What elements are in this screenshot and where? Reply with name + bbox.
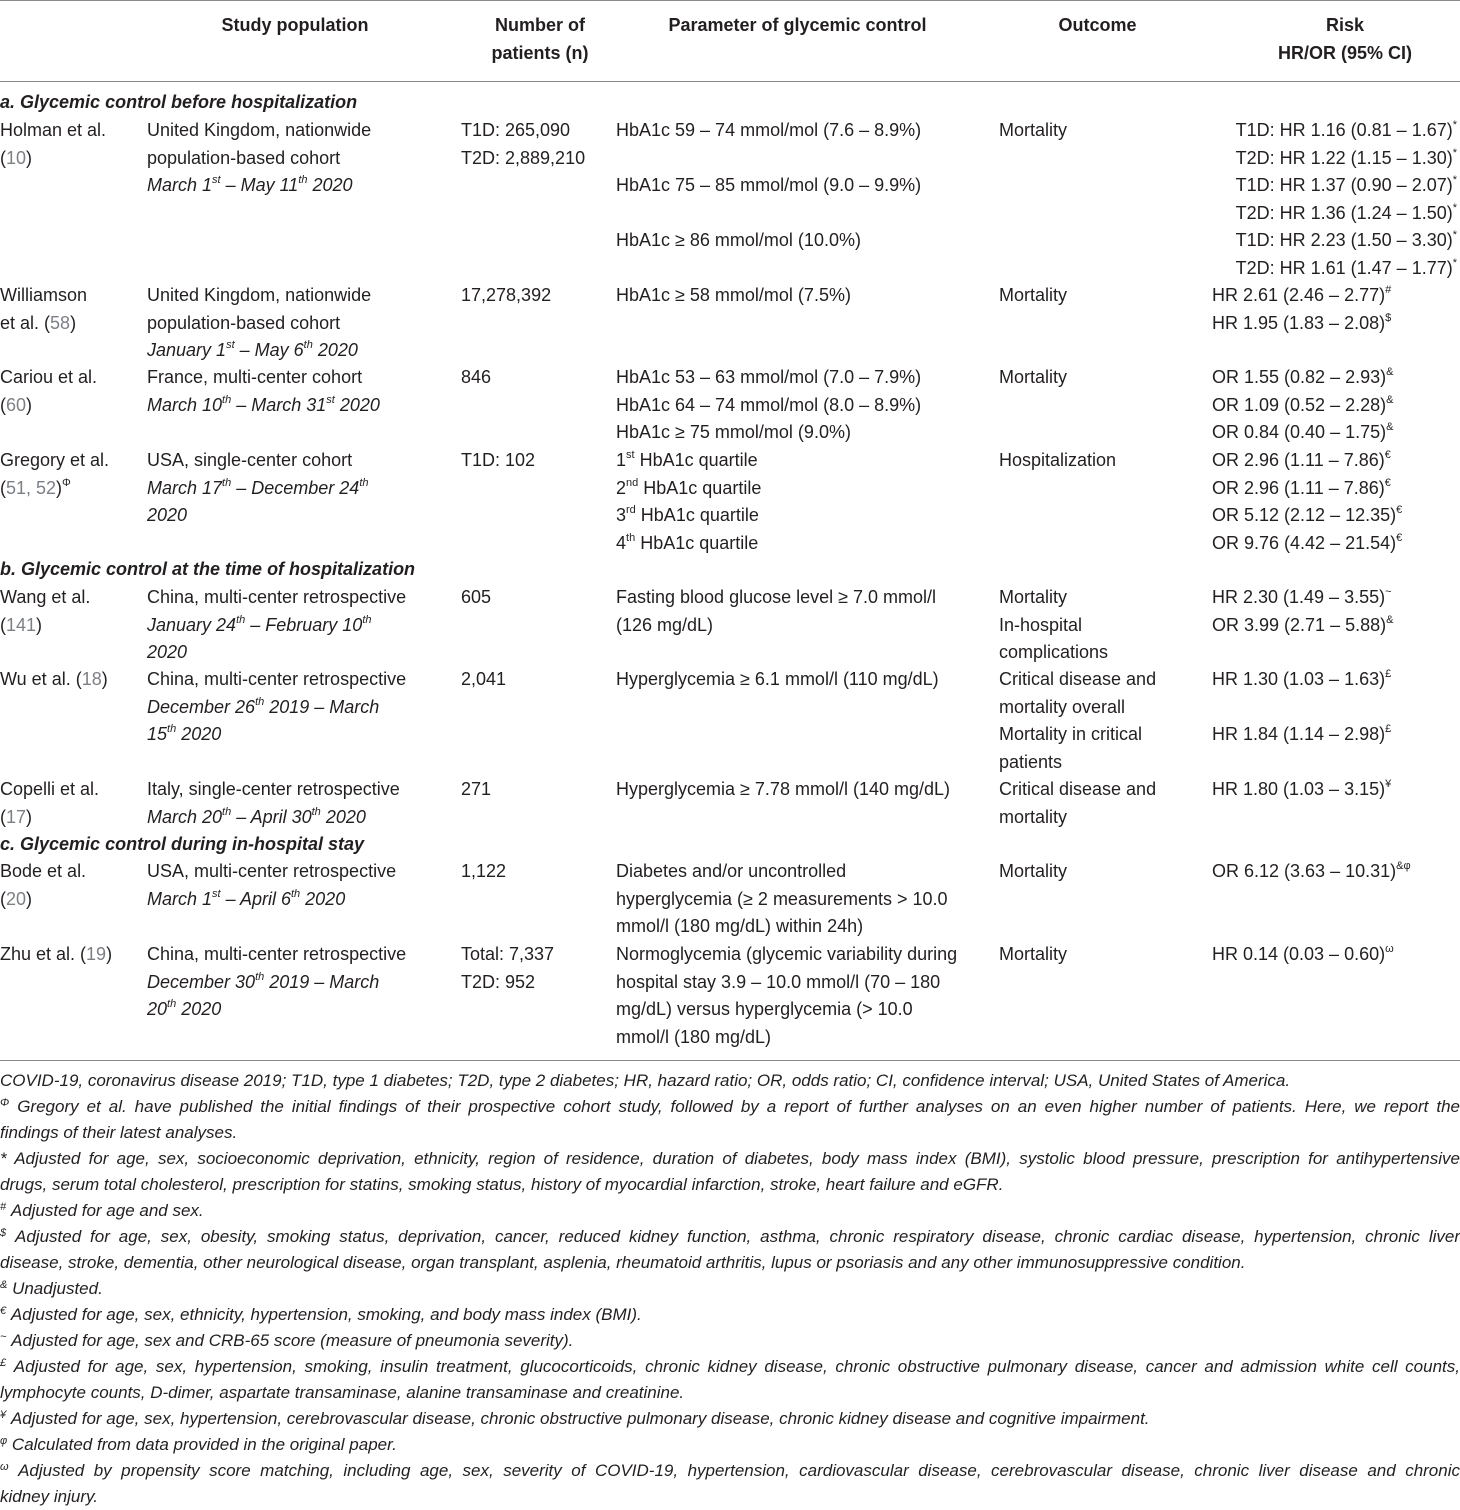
row-zhu-author: Zhu et al. (19)	[0, 944, 113, 964]
ref-link[interactable]: 20	[6, 888, 27, 909]
footnote-omega: $^\omega$ Adjusted by propensity score matching, including age, sex, severity of COVID-19, hypertension, cardiovascular disease, cerebrovascular disease, chronic liver disease and chronic	[0, 1461, 1460, 1480]
row-cariou-author: Cariou et al. (60)	[0, 367, 98, 415]
row-bode-patients: 1,122	[461, 861, 507, 881]
row-wang-outcomes: Mortality In-hospital complications	[999, 587, 1109, 662]
footnote-dollar: $ Adjusted for age, sex, obesity, smoking status, deprivation, cancer, reduced kidney function, asthma, chronic respiratory disease, chronic cardiac disease, hypertension, chronic liver	[0, 1227, 1460, 1246]
footnote-yen: ¥ Adjusted for age, sex, hypertension, cerebrovascular disease, chronic obstructive pulmonary disease, chronic kidney disease and cognitive impairment.	[0, 1409, 1150, 1428]
section-a-title: a. Glycemic control before hospitalization	[0, 92, 358, 112]
footnotes: COVID-19, coronavirus disease 2019; T1D, type 1 diabetes; T2D, type 2 diabetes; HR, hazard ratio; OR, odds ratio; CI, confidence interval; USA, United States of America. $^\Phi$ Gregory et al. have published the initial findings of their prospective cohort study, followed by a report of further analyses on an even higher number of patients. Here, we report the findings of their latest analyses. * Adjusted for age, sex, socioeconomic deprivation, ethnicity, region of residence, duration of diabetes, body mass index (BMI), systolic blood pressure, prescription for antihypertensive drugs, serum total cholesterol, prescription for statins, smoking status, history of myocardial infarction, stroke, heart failure and eGFR. # Adjusted for age and sex. $ Adjusted for age, sex, obesity, smoking status, deprivation, cancer, reduced kidney function, asthma, chronic respiratory disease, chronic cardiac disease, hypertension, chronic liver disease, stroke, dementia, other neurological disease, organ transplant, asplenia, rheumatoid arthritis, lupus or psoriasis and any other immunosuppressive condition. & Unadjusted. € Adjusted for age, sex, ethnicity, hypertension, smoking, and body mass index (BMI). ~ Adjusted for age, sex and CRB-65 score (measure of pneumonia severity). £ Adjusted for age, sex, hypertension, smoking, insulin treatment, glucocorticoids, chronic kidney disease, chronic obstructive pulmonary disease, cancer and admission white cell counts, lymphocyte counts, D-dimer, aspartate transaminase, alanine transaminase and creatinine. ¥ Adjusted for age, sex, hypertension, cerebrovascular disease, chronic obstructive pulmonary disease, chronic kidney disease and cognitive impairment. $^\varphi$ Calculated from data provided in the original paper. $^\omega$ Adjusted by propensity score matching, including age, sex, severity of COVID-19, hypertension, cardiovascular disease, cerebrovascular disease, chronic liver disease and chronic kidney injury.	[0, 1068, 1460, 1510]
row-wang-risks: HR 2.30 (1.49 – 3.55)~ OR 3.99 (2.71 – 5.88)&	[1212, 586, 1394, 635]
row-zhu-risk: HR 0.14 (0.03 – 0.60)$^\omega$	[1212, 943, 1394, 964]
row-williamson-outcome: Mortality	[999, 285, 1068, 305]
ref-link[interactable]: 18	[81, 669, 102, 689]
row-bode-params: Diabetes and/or uncontrolled hyperglycemia (≥ 2 measurements > 10.0 mmol/l (180 mg/dL) within 24h)	[616, 861, 948, 936]
ref-link[interactable]: 141	[6, 614, 37, 635]
row-wang-author: Wang et al. (141)	[0, 587, 91, 635]
row-copelli-author: Copelli et al. (17)	[0, 779, 100, 827]
row-gregory-risks: OR 2.96 (1.11 – 7.86)€ OR 2.96 (1.11 – 7.86)€ OR 5.12 (2.12 – 12.35)€ OR 9.76 (4.42 – 21.54)€	[1212, 449, 1403, 553]
footnote-star: * Adjusted for age, sex, socioeconomic deprivation, ethnicity, region of residence, duration of diabetes, body mass index (BMI), systolic blood pressure, prescription for antihypertensive	[0, 1149, 1460, 1168]
row-wu-population: China, multi-center retrospective December 26th 2019 – March 15th 2020	[147, 669, 407, 744]
top-rule	[0, 0, 1460, 1]
bottom-rule	[0, 1060, 1460, 1061]
ref-link[interactable]: 17	[6, 806, 27, 827]
row-williamson-population: United Kingdom, nationwide population-based cohort January 1st – May 6th 2020	[147, 285, 372, 360]
row-gregory-outcome: Hospitalization	[999, 450, 1117, 470]
row-williamson-patients: 17,278,392	[461, 285, 552, 305]
footnote-amp: & Unadjusted.	[0, 1279, 103, 1298]
footnote-tilde: ~ Adjusted for age, sex and CRB-65 score (measure of pneumonia severity).	[0, 1331, 574, 1350]
footnote-pound: £ Adjusted for age, sex, hypertension, smoking, insulin treatment, glucocorticoids, chronic kidney disease, chronic obstructive pulmonary disease, cancer and admission white cell counts,	[0, 1357, 1460, 1376]
row-holman-author: Holman et al. (10)	[0, 120, 107, 168]
row-gregory-patients: T1D: 102	[461, 450, 536, 470]
row-gregory-author: Gregory et al. (51, 52)$^\Phi$	[0, 450, 110, 498]
header-number-of-patients: Number of patients (n)	[491, 15, 589, 63]
row-wang-population: China, multi-center retrospective January 24th – February 10th 2020	[147, 587, 407, 662]
row-holman-outcome: Mortality	[999, 120, 1068, 140]
row-wu-author: Wu et al. (18)	[0, 669, 108, 689]
ref-link[interactable]: 51, 52	[6, 477, 57, 498]
row-cariou-patients: 846	[461, 367, 492, 387]
footnote-euro: € Adjusted for age, sex, ethnicity, hypertension, smoking, and body mass index (BMI).	[0, 1305, 642, 1324]
row-bode-risk: OR 6.12 (3.63 – 10.31)$^{\&\varphi}$	[1212, 860, 1411, 881]
row-cariou-population: France, multi-center cohort March 10th – March 31st 2020	[147, 367, 380, 415]
row-cariou-outcome: Mortality	[999, 367, 1068, 387]
row-bode-author: Bode et al. (20)	[0, 861, 87, 909]
row-copelli-patients: 271	[461, 779, 492, 799]
row-williamson-risks: HR 2.61 (2.46 – 2.77)# HR 1.95 (1.83 – 2.08)$	[1212, 284, 1392, 333]
header-rule	[0, 81, 1460, 82]
header-parameter: Parameter of glycemic control	[668, 15, 927, 35]
row-zhu-params: Normoglycemia (glycemic variability during hospital stay 3.9 – 10.0 mmol/l (70 – 180 mg/dL) versus hyperglycemia (> 10.0 mmol/l (180 mg/dL)	[616, 944, 958, 1047]
footnote-hash: # Adjusted for age and sex.	[0, 1201, 204, 1220]
row-wu-param: Hyperglycemia ≥ 6.1 mmol/l (110 mg/dL)	[616, 669, 939, 689]
row-cariou-risks: OR 1.55 (0.82 – 2.93)& OR 1.09 (0.52 – 2.28)& OR 0.84 (0.40 – 1.75)&	[1212, 366, 1394, 442]
header-study-population: Study population	[221, 15, 369, 35]
row-copelli-risk: HR 1.80 (1.03 – 3.15)¥	[1212, 778, 1392, 799]
row-gregory-population: USA, single-center cohort March 17th – December 24th 2020	[147, 450, 369, 525]
row-holman-population: United Kingdom, nationwide population-based cohort March 1st – May 11th 2020	[147, 120, 372, 195]
row-wang-params: Fasting blood glucose level ≥ 7.0 mmol/l (126 mg/dL)	[616, 587, 937, 635]
header-outcome: Outcome	[1058, 15, 1137, 35]
row-williamson-author: Williamson et al. (58)	[0, 285, 88, 333]
row-zhu-outcome: Mortality	[999, 944, 1068, 964]
row-wang-patients: 605	[461, 587, 492, 607]
row-wu-patients: 2,041	[461, 669, 507, 689]
footnote-abbreviations: COVID-19, coronavirus disease 2019; T1D, type 1 diabetes; T2D, type 2 diabetes; HR, hazard ratio; OR, odds ratio; CI, confidence interval; USA, United States of America.	[0, 1071, 1291, 1090]
row-wu-outcomes: Critical disease and mortality overall Mortality in critical patients	[999, 669, 1157, 772]
row-gregory-params: 1st HbA1c quartile 2nd HbA1c quartile 3rd HbA1c quartile 4th HbA1c quartile	[616, 449, 762, 553]
row-wu-risk-1: HR 1.30 (1.03 – 1.63)£	[1212, 668, 1392, 689]
row-zhu-patients: Total: 7,337 T2D: 952	[461, 944, 555, 992]
row-bode-outcome: Mortality	[999, 861, 1068, 881]
footnote-phi: $^\Phi$ Gregory et al. have published the initial findings of their prospective cohort study, followed by a report of further analyses on an even higher number of patients. Here, we report the	[0, 1097, 1460, 1116]
ref-link[interactable]: 60	[6, 394, 27, 415]
row-cariou-params: HbA1c 53 – 63 mmol/mol (7.0 – 7.9%) HbA1c 64 – 74 mmol/mol (8.0 – 8.9%) HbA1c ≥ 75 mmol/mol (9.0%)	[616, 367, 922, 442]
row-copelli-param: Hyperglycemia ≥ 7.78 mmol/l (140 mg/dL)	[616, 779, 951, 799]
row-williamson-param: HbA1c ≥ 58 mmol/mol (7.5%)	[616, 285, 851, 305]
ref-link[interactable]: 58	[50, 312, 71, 333]
row-holman-patients: T1D: 265,090 T2D: 2,889,210	[461, 120, 586, 168]
row-copelli-outcomes: Critical disease and mortality	[999, 779, 1157, 827]
row-holman-param-1: HbA1c 59 – 74 mmol/mol (7.6 – 8.9%)	[616, 120, 922, 140]
ref-link[interactable]: 19	[86, 944, 107, 964]
row-holman-risks: T1D: HR 1.16 (0.81 – 1.67)* T2D: HR 1.22 (1.15 – 1.30)* T1D: HR 1.37 (0.90 – 2.07)* T2D: HR 1.36 (1.24 – 1.50)* T1D: HR 2.23 (1.50 – 3.30)* T2D: HR 1.61 (1.47 – 1.77)*	[1235, 119, 1457, 278]
row-wu-risk-2: HR 1.84 (1.14 – 2.98)£	[1212, 723, 1392, 744]
row-bode-population: USA, multi-center retrospective March 1st – April 6th 2020	[147, 861, 397, 909]
row-copelli-population: Italy, single-center retrospective March 20th – April 30th 2020	[147, 779, 400, 827]
row-holman-param-2: HbA1c 75 – 85 mmol/mol (9.0 – 9.9%)	[616, 175, 922, 195]
ref-link[interactable]: 10	[6, 147, 27, 168]
row-holman-param-3: HbA1c ≥ 86 mmol/mol (10.0%)	[616, 230, 861, 250]
section-b-title: b. Glycemic control at the time of hospitalization	[0, 559, 416, 579]
header-risk: Risk HR/OR (95% CI)	[1277, 15, 1412, 63]
section-c-title: c. Glycemic control during in-hospital stay	[0, 834, 365, 854]
footnote-varphi: $^\varphi$ Calculated from data provided in the original paper.	[0, 1435, 397, 1454]
row-zhu-population: China, multi-center retrospective December 30th 2019 – March 20th 2020	[147, 944, 407, 1019]
